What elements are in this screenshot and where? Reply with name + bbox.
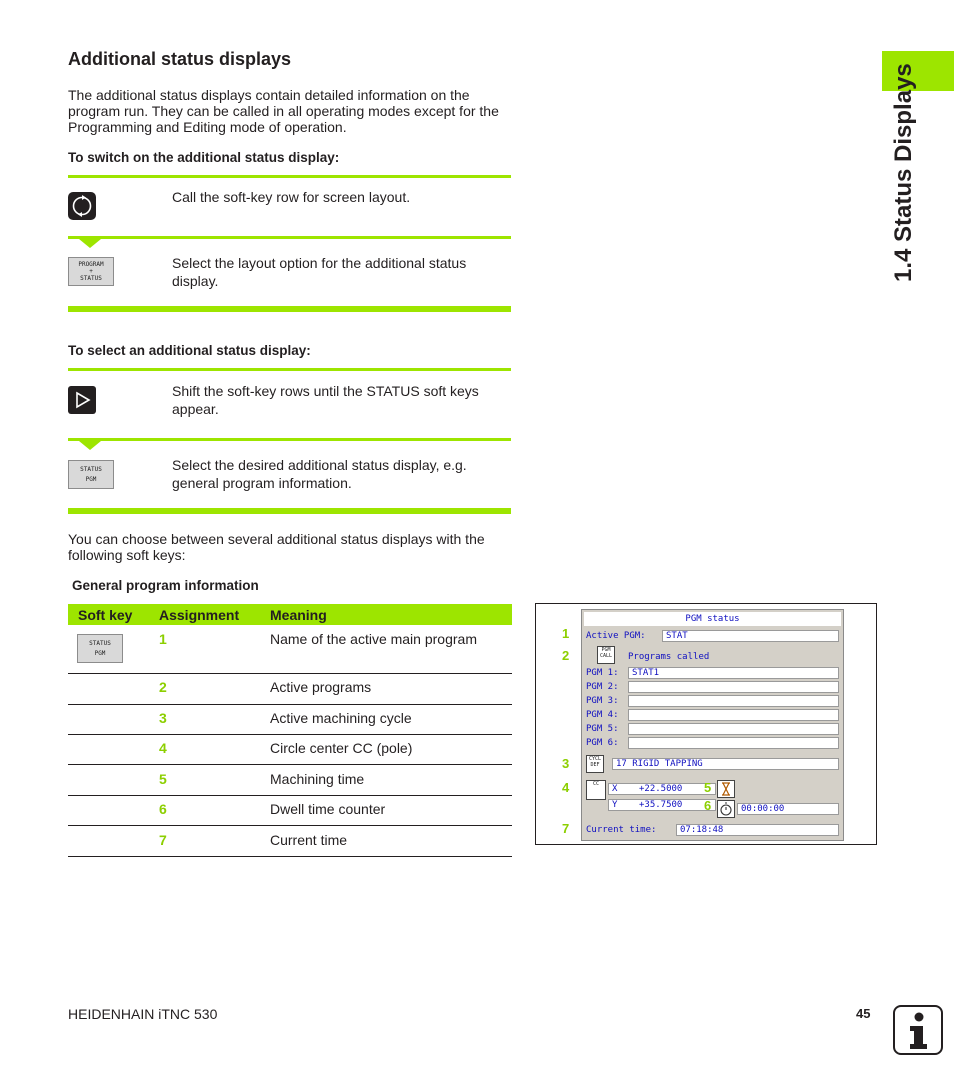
- section-title: Additional status displays: [68, 49, 292, 69]
- select-step1-text: Shift the soft-key rows until the STATUS soft keys appear.: [172, 383, 479, 417]
- screen-layout-key[interactable]: [68, 192, 96, 220]
- x-coordinate-field: [608, 783, 716, 795]
- softkey-label: PGM: [85, 476, 97, 483]
- footer-product: HEIDENHAIN iTNC 530: [68, 1006, 218, 1022]
- row-divider: [68, 856, 512, 857]
- icon-label: CC: [592, 781, 600, 787]
- y-label: Y: [612, 800, 618, 810]
- active-pgm-label: Active PGM:: [586, 631, 646, 641]
- divider-bar: [68, 368, 511, 371]
- divider-bar: [68, 236, 511, 239]
- info-icon: [893, 1005, 943, 1055]
- header-meaning: Meaning: [270, 607, 327, 623]
- info-glyph: [895, 1007, 941, 1053]
- page-number: 45: [856, 1006, 871, 1021]
- row-number: 7: [159, 832, 167, 848]
- row-number: 5: [159, 771, 167, 787]
- callout-7: 7: [562, 821, 570, 836]
- current-time-value: 07:18:48: [680, 825, 724, 835]
- select-step2-text: Select the desired additional status display, e.g. general program information.: [172, 457, 467, 491]
- pgm-field: [628, 709, 839, 721]
- softkey-label: STATUS: [89, 640, 111, 647]
- softkey-label: +: [89, 268, 93, 275]
- y-value: +35.7500: [639, 800, 683, 810]
- row-divider: [68, 673, 512, 674]
- status-pgm-softkey-table[interactable]: [77, 634, 123, 663]
- step-arrow-icon: [79, 239, 101, 248]
- divider-bar: [68, 175, 511, 178]
- current-time-label: Current time:: [586, 825, 657, 835]
- gpi-heading: General program information: [72, 578, 259, 593]
- row-divider: [68, 795, 512, 796]
- choose-paragraph: You can choose between several additional status displays with the following soft keys:: [68, 531, 485, 563]
- row-meaning: Current time: [270, 832, 348, 848]
- pgm-call-icon: [597, 646, 615, 664]
- pgm-field: [628, 681, 839, 693]
- pgm-value: STAT1: [632, 668, 660, 678]
- row-meaning: Circle center CC (pole): [270, 740, 413, 756]
- row-number: 1: [159, 631, 167, 647]
- intro-paragraph: The additional status displays contain detailed information on the program run. They can be called in all operating modes except for the Programming and Editing mode of operation.: [68, 87, 499, 135]
- stopwatch-icon: [717, 800, 735, 818]
- header-assignment: Assignment: [159, 607, 240, 623]
- play-arrow-icon: [68, 386, 96, 414]
- softkey-label: STATUS: [80, 275, 102, 282]
- select-heading: To select an additional status display:: [68, 343, 311, 358]
- softkey-label: PGM: [94, 650, 106, 657]
- hourglass-glyph: [718, 781, 734, 797]
- callout-1: 1: [562, 626, 570, 641]
- softkey-label: STATUS: [80, 466, 102, 473]
- cycl-def-icon: [586, 755, 604, 773]
- hourglass-icon: [717, 780, 735, 798]
- cycle-value: 17 RIGID TAPPING: [616, 759, 703, 769]
- x-value: +22.5000: [639, 784, 683, 794]
- pgm-label: PGM 6:: [586, 738, 619, 748]
- callout-5: 5: [704, 780, 712, 795]
- programs-called-label: Programs called: [628, 652, 710, 662]
- row-meaning: Machining time: [270, 771, 365, 787]
- row-meaning: Active machining cycle: [270, 710, 412, 726]
- divider-bar: [68, 438, 511, 441]
- row-number: 3: [159, 710, 167, 726]
- callout-2: 2: [562, 648, 570, 663]
- program-status-softkey[interactable]: [68, 257, 114, 286]
- row-number: 4: [159, 740, 167, 756]
- callout-3: 3: [562, 756, 570, 771]
- divider-bar-end: [68, 306, 511, 312]
- icon-label: CALL: [599, 653, 613, 659]
- next-softkey-row-key[interactable]: [68, 386, 96, 414]
- cycle-arrows-icon: [68, 192, 96, 220]
- status-screenshot: [535, 603, 877, 845]
- switch-step1-text: Call the soft-key row for screen layout.: [172, 189, 411, 205]
- pgm-label: PGM 1:: [586, 668, 619, 678]
- header-softkey: Soft key: [78, 607, 133, 623]
- row-number: 2: [159, 679, 167, 695]
- current-time-field: [676, 824, 839, 836]
- row-number: 6: [159, 801, 167, 817]
- pgm-field: [628, 723, 839, 735]
- y-coordinate-field: [608, 799, 716, 811]
- circle-center-icon: [586, 780, 606, 800]
- row-divider: [68, 704, 512, 705]
- pgm-field: [628, 695, 839, 707]
- callout-6: 6: [704, 798, 712, 813]
- divider-bar-end: [68, 508, 511, 514]
- pgm-label: PGM 5:: [586, 724, 619, 734]
- row-meaning: Active programs: [270, 679, 372, 695]
- active-pgm-field: [662, 630, 839, 642]
- callout-4: 4: [562, 780, 570, 795]
- row-divider: [68, 764, 512, 765]
- chapter-tab-label: 1.4 Status Displays: [890, 63, 917, 282]
- pgm-label: PGM 3:: [586, 696, 619, 706]
- switch-on-heading: To switch on the additional status display:: [68, 150, 340, 165]
- pgm-field: [628, 667, 839, 679]
- softkey-label: PROGRAM: [78, 261, 104, 268]
- icon-label: CYCL: [588, 756, 602, 762]
- dwell-time-field: [737, 803, 839, 815]
- table-header: [68, 604, 512, 625]
- row-meaning: Dwell time counter: [270, 801, 386, 817]
- stopwatch-glyph: [718, 801, 734, 817]
- switch-step2-text: Select the layout option for the additional status display.: [172, 255, 467, 289]
- row-divider: [68, 734, 512, 735]
- icon-label: PGM: [601, 647, 611, 653]
- pgm-field: [628, 737, 839, 749]
- x-label: X: [612, 784, 618, 794]
- control-screen: [581, 609, 844, 841]
- pgm-label: PGM 2:: [586, 682, 619, 692]
- row-meaning: Name of the active main program: [270, 631, 477, 647]
- step-arrow-icon: [79, 441, 101, 450]
- cycle-field: [612, 758, 839, 770]
- active-pgm-value: STAT: [666, 631, 688, 641]
- row-divider: [68, 825, 512, 826]
- icon-label: DEF: [590, 762, 600, 768]
- dwell-value: 00:00:00: [741, 804, 785, 814]
- status-pgm-softkey[interactable]: [68, 460, 114, 489]
- screen-title: PGM status: [584, 612, 841, 626]
- pgm-label: PGM 4:: [586, 710, 619, 720]
